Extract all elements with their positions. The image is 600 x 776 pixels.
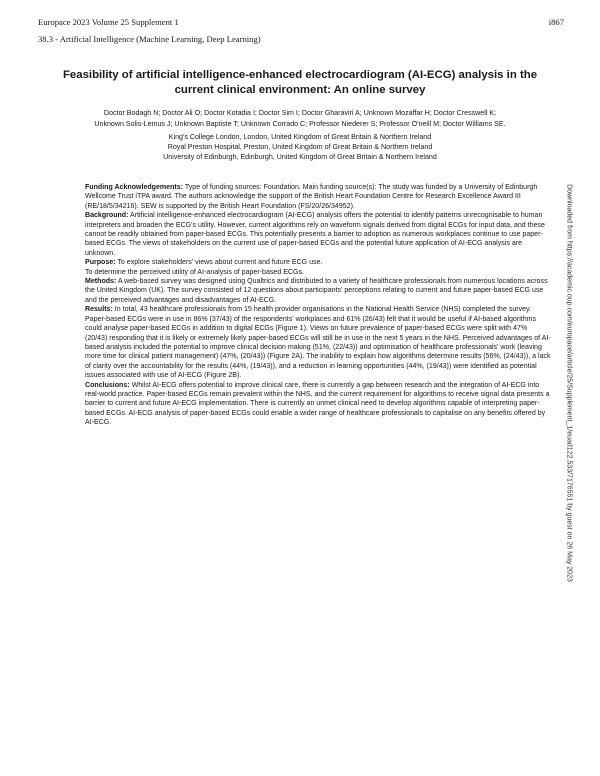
funding-paragraph — [85, 183, 551, 211]
conclusions-paragraph — [85, 381, 551, 428]
purpose-text: To explore stakeholders' views about current and future ECG use. — [117, 259, 323, 267]
results-label: Results: — [85, 306, 113, 314]
conclusions-label: Conclusions: — [85, 381, 130, 389]
conclusions-text: Whilst AI-ECG offers potential to improve clinical care, there is currently a gap between research and the integration of AI-ECG into real-world practice. Paper-based ECGs remain prevalent within the NHS, and the current requirement for algorithms to receive signal data presents a barrier to current and future AI-ECG implementation. There is currently an unmet clinical need to develop algorithms capable of interpreting paper-based ECGs. AI-ECG analysis of paper-based ECGs could enable a wider range of healthcare professionals to capitalise on any benefits offered by AI-ECG. — [85, 381, 550, 427]
author-list — [50, 108, 550, 129]
affiliation: King's College London, London, United Kingdom of Great Britain & Northern Ireland — [168, 133, 432, 141]
funding-text: Type of funding sources: Foundation. Main funding source(s): The study was funded by a University of Edinburgh Wellcome Trust iTPA award. The authors acknowledge the support of the British Heart Foundation Centre for Research Excellence Award III (RE/18/5/34216). SEW is supported by the British Heart Foundation (FS/20/26/34952). — [85, 184, 538, 210]
journal-header: Europace 2023 Volume 25 Supplement 1 — [38, 17, 179, 27]
author-line: Unknown Solis-Lemus J; Unknown Baptiste T; Unknown Corrado C; Professor Niederer S; Professor O'neill M; Doctor Williams SE. — [94, 119, 506, 128]
methods-label: Methods: — [85, 278, 117, 286]
section-heading: 38.3 - Artificial Intelligence (Machine Learning, Deep Learning) — [38, 34, 261, 44]
author-line: Doctor Bodagh N; Doctor Ali O; Doctor Kotadia I; Doctor Sim I; Doctor Gharaviri A; Unknown Mozaffar H; Doctor Cresswell K; — [103, 109, 497, 117]
page-number: i867 — [548, 17, 564, 27]
purpose-text-2: To determine the perceived utility of AI-analysis of paper-based ECGs. — [85, 268, 304, 276]
background-paragraph — [85, 211, 551, 258]
results-paragraph — [85, 305, 551, 380]
affiliation: University of Edinburgh, Edinburgh, United Kingdom of Great Britain & Northern Ireland — [163, 153, 437, 161]
methods-paragraph — [85, 277, 551, 305]
background-label: Background: — [85, 212, 129, 220]
download-sidebar — [562, 160, 576, 605]
article-title: Feasibility of artificial intelligence-enhanced electrocardiogram (AI-ECG) analysis in the current clinical environment: An online survey — [62, 69, 538, 96]
purpose-paragraph — [85, 258, 551, 267]
affiliation: Royal Preston Hospital, Preston, United Kingdom of Great Britain & Northern Ireland — [167, 143, 433, 151]
methods-text: A web-based survey was designed using Qualtrics and distributed to a variety of healthcare professionals from numerous locations across the United Kingdom (UK). The survey consisted of 12 questions about participants' perceptions relating to current and future paper-based ECG use and the perceived advantages and disadvantages of AI-ECG. — [85, 278, 548, 304]
results-text: In total, 43 healthcare professionals from 15 health provider organisations in the National Health Service (NHS) completed the survey. Paper-based ECGs were in use in 86% (37/43) of the respondents' workplaces and 61% (26/43) felt that it would be useful if AI-based algorithms could analyse paper-based ECGs in addition to digital ECGs (Figure 1). Views on future prevalence of paper-based ECGs were split with 47% (20/43) responding that it is likely or extremely likely paper-based ECGs will still be in use in the next 5 years in the NHS. Perceived advantages of AI-based analysis included the potential to improve clinical decision making (51%, (22/43)) and optimisation of healthcare professionals' work (leaving more time for clinical patient management) (47%, (20/43)) (Figure 2A). The inability to explain how algorithms determine results (56%, (24/43)), a lack of clarity over the accountability for the results (44%, (19/43)), and a reduction in learning opportunities (44%, (19/43)) were identified as potential issues associated with use of AI-ECG (Figure 2B). — [85, 306, 551, 380]
funding-label: Funding Acknowledgements: — [85, 184, 184, 191]
affiliation-list — [100, 132, 500, 162]
abstract-body — [85, 183, 551, 428]
download-note: Downloaded from https://academic.oup.com/europace/article/25/Supplement_1/euad122.533/7176551 by guest on 26 May 2023 — [565, 183, 573, 582]
purpose-paragraph-2 — [85, 268, 551, 277]
purpose-label: Purpose: — [85, 259, 116, 267]
background-text: Artificial intelligence-enhanced electrocardiogram (AI-ECG) analysis offers the potential to identify patterns unrecognisable to human interpreters and broaden the ECG's utility. However, current algorithms rely on waveform signals derived from digital ECGs for input data, and these cannot be readily obtained from paper-based ECGs. This potentially presents a barrier to adoption as numerous workplaces continue to use paper-based ECGs. The views of stakeholders on the current use of paper-based ECGs and the potential future application of AI-ECG analysis are unknown. — [85, 212, 545, 257]
